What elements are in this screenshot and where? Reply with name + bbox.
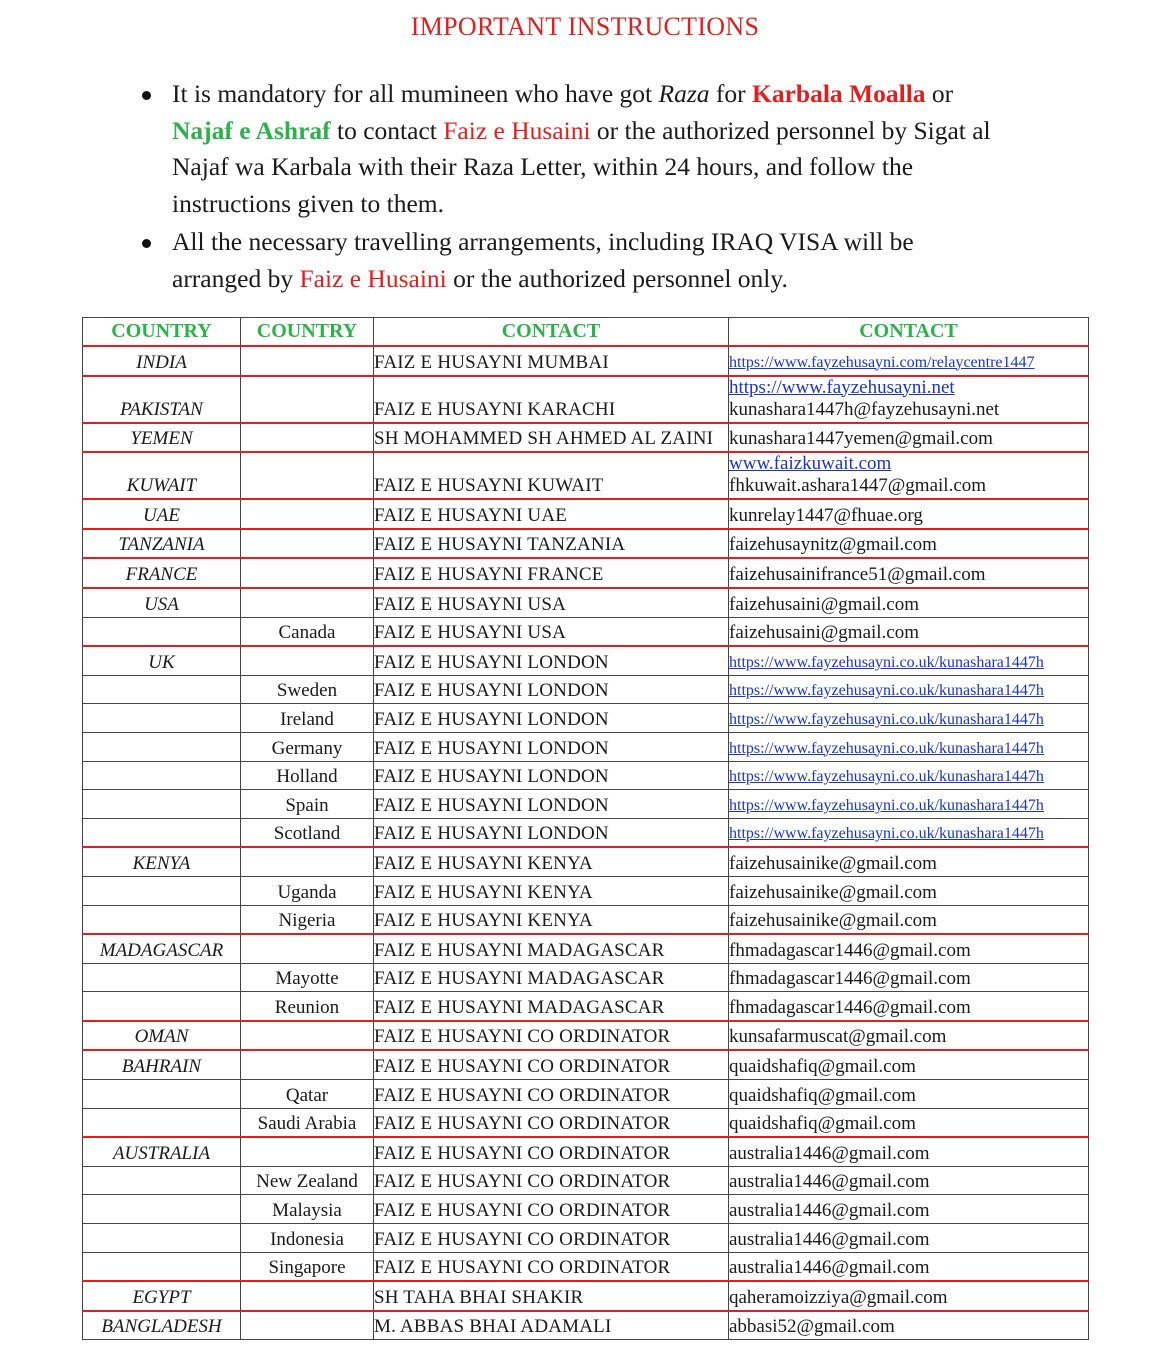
contacts-table bbox=[82, 317, 1089, 1340]
contact-name-cell: FAIZ E HUSAYNI CO ORDINATOR bbox=[374, 1080, 729, 1109]
country-cell bbox=[83, 704, 241, 733]
contact-info-cell bbox=[729, 1137, 1089, 1166]
contact-info-cell bbox=[729, 847, 1089, 876]
table-row bbox=[83, 963, 1089, 992]
sub-country-cell bbox=[241, 499, 374, 529]
country-cell bbox=[83, 1224, 241, 1253]
najaf-label: Najaf e Ashraf bbox=[172, 115, 331, 145]
contact-name-cell: FAIZ E HUSAYNI LONDON bbox=[374, 704, 729, 733]
sub-country-cell: Germany bbox=[241, 732, 374, 761]
sub-country-cell bbox=[241, 346, 374, 376]
contact-name-cell: FAIZ E HUSAYNI CO ORDINATOR bbox=[374, 1252, 729, 1281]
contact-info-cell bbox=[729, 992, 1089, 1021]
contact-name-cell: FAIZ E HUSAYNI USA bbox=[374, 617, 729, 646]
contact-info-cell bbox=[729, 423, 1089, 453]
contact-info-cell bbox=[729, 1252, 1089, 1281]
contact-info-cell bbox=[729, 1224, 1089, 1253]
email-text: fhmadagascar1446@gmail.com bbox=[729, 996, 971, 1018]
contact-name-cell: FAIZ E HUSAYNI LONDON bbox=[374, 732, 729, 761]
contact-name-cell: FAIZ E HUSAYNI CO ORDINATOR bbox=[374, 1224, 729, 1253]
website-link[interactable]: https://www.fayzehusayni.com/relaycentre1447 bbox=[729, 353, 1035, 371]
table-row bbox=[83, 558, 1089, 588]
instruction-item bbox=[138, 224, 998, 297]
contact-info-cell bbox=[729, 1195, 1089, 1224]
country-cell bbox=[83, 876, 241, 905]
country-cell: PAKISTAN bbox=[83, 376, 241, 423]
sub-country-cell bbox=[241, 1050, 374, 1079]
sub-country-cell bbox=[241, 529, 374, 559]
table-row bbox=[83, 675, 1089, 704]
contact-info-cell bbox=[729, 1108, 1089, 1137]
contact-name-cell: FAIZ E HUSAYNI MUMBAI bbox=[374, 346, 729, 376]
sub-country-cell: Qatar bbox=[241, 1080, 374, 1109]
header-sub-country: COUNTRY bbox=[241, 318, 374, 347]
table-row bbox=[83, 499, 1089, 529]
contact-info-cell bbox=[729, 558, 1089, 588]
table-row bbox=[83, 1195, 1089, 1224]
contact-info-cell bbox=[729, 617, 1089, 646]
country-cell bbox=[83, 790, 241, 819]
table-row bbox=[83, 818, 1089, 847]
table-row bbox=[83, 1080, 1089, 1109]
contact-name-cell: M. ABBAS BHAI ADAMALI bbox=[374, 1311, 729, 1340]
contact-name-cell: FAIZ E HUSAYNI LONDON bbox=[374, 761, 729, 790]
contact-name-cell: FAIZ E HUSAYNI LONDON bbox=[374, 675, 729, 704]
contact-info-cell bbox=[729, 1080, 1089, 1109]
email-text: qaheramoizziya@gmail.com bbox=[729, 1286, 948, 1308]
country-cell bbox=[83, 732, 241, 761]
sub-country-cell: Nigeria bbox=[241, 905, 374, 934]
contact-info-cell bbox=[729, 876, 1089, 905]
instruction-text: or bbox=[925, 79, 954, 108]
contact-name-cell: FAIZ E HUSAYNI USA bbox=[374, 588, 729, 617]
faiz-label: Faiz e Husaini bbox=[443, 115, 591, 145]
contact-info-cell bbox=[729, 376, 1089, 423]
website-link[interactable]: https://www.fayzehusayni.co.uk/kunashara1447h bbox=[729, 796, 1044, 814]
country-cell bbox=[83, 1080, 241, 1109]
country-cell: KENYA bbox=[83, 847, 241, 876]
table-row bbox=[83, 1224, 1089, 1253]
contact-info-cell bbox=[729, 790, 1089, 819]
table-row bbox=[83, 761, 1089, 790]
country-cell bbox=[83, 905, 241, 934]
country-cell bbox=[83, 963, 241, 992]
contact-name-cell: SH TAHA BHAI SHAKIR bbox=[374, 1281, 729, 1311]
country-cell: USA bbox=[83, 588, 241, 617]
sub-country-cell: Holland bbox=[241, 761, 374, 790]
contact-name-cell: FAIZ E HUSAYNI KENYA bbox=[374, 905, 729, 934]
website-link[interactable]: https://www.fayzehusayni.co.uk/kunashara1447h bbox=[729, 682, 1044, 700]
country-cell: BANGLADESH bbox=[83, 1311, 241, 1340]
email-text: australia1446@gmail.com bbox=[729, 1171, 930, 1193]
contact-info-cell bbox=[729, 529, 1089, 559]
country-cell: OMAN bbox=[83, 1021, 241, 1051]
contact-name-cell: FAIZ E HUSAYNI FRANCE bbox=[374, 558, 729, 588]
country-cell bbox=[83, 1252, 241, 1281]
contact-name-cell: FAIZ E HUSAYNI LONDON bbox=[374, 646, 729, 675]
table-row bbox=[83, 376, 1089, 423]
sub-country-cell: Malaysia bbox=[241, 1195, 374, 1224]
country-cell: BAHRAIN bbox=[83, 1050, 241, 1079]
bullet-icon bbox=[142, 91, 151, 100]
contact-info-cell bbox=[729, 934, 1089, 963]
email-text: australia1446@gmail.com bbox=[729, 1228, 930, 1250]
email-text: quaidshafiq@gmail.com bbox=[729, 1113, 916, 1135]
table-row bbox=[83, 905, 1089, 934]
sub-country-cell bbox=[241, 423, 374, 453]
contact-info-cell bbox=[729, 675, 1089, 704]
country-cell: EGYPT bbox=[83, 1281, 241, 1311]
sub-country-cell: Sweden bbox=[241, 675, 374, 704]
table-row bbox=[83, 876, 1089, 905]
country-cell bbox=[83, 818, 241, 847]
table-row bbox=[83, 934, 1089, 963]
email-text: faizehusaynitz@gmail.com bbox=[729, 534, 937, 556]
contact-name-cell: FAIZ E HUSAYNI CO ORDINATOR bbox=[374, 1050, 729, 1079]
email-text: kunashara1447yemen@gmail.com bbox=[729, 428, 993, 450]
email-text: kunrelay1447@fhuae.org bbox=[729, 504, 923, 526]
website-link[interactable]: https://www.fayzehusayni.co.uk/kunashara1447h bbox=[729, 825, 1044, 843]
table-row bbox=[83, 790, 1089, 819]
table-row bbox=[83, 423, 1089, 453]
country-cell: AUSTRALIA bbox=[83, 1137, 241, 1166]
sub-country-cell bbox=[241, 847, 374, 876]
sub-country-cell: Spain bbox=[241, 790, 374, 819]
contact-name-cell: FAIZ E HUSAYNI UAE bbox=[374, 499, 729, 529]
sub-country-cell: Scotland bbox=[241, 818, 374, 847]
sub-country-cell: New Zealand bbox=[241, 1166, 374, 1195]
email-text: faizehusainifrance51@gmail.com bbox=[729, 563, 986, 585]
website-link[interactable]: https://www.fayzehusayni.net bbox=[729, 376, 955, 398]
website-link[interactable]: www.faizkuwait.com bbox=[729, 453, 892, 475]
contact-name-cell: FAIZ E HUSAYNI MADAGASCAR bbox=[374, 934, 729, 963]
contact-info-cell bbox=[729, 818, 1089, 847]
table-row bbox=[83, 704, 1089, 733]
country-cell: UAE bbox=[83, 499, 241, 529]
table-row bbox=[83, 1137, 1089, 1166]
contact-name-cell: FAIZ E HUSAYNI MADAGASCAR bbox=[374, 963, 729, 992]
email-text: fhmadagascar1446@gmail.com bbox=[729, 968, 971, 990]
contact-name-cell: SH MOHAMMED SH AHMED AL ZAINI bbox=[374, 423, 729, 453]
sub-country-cell: Uganda bbox=[241, 876, 374, 905]
table-row bbox=[83, 646, 1089, 675]
sub-country-cell: Mayotte bbox=[241, 963, 374, 992]
country-cell: YEMEN bbox=[83, 423, 241, 453]
country-cell bbox=[83, 1195, 241, 1224]
country-cell: MADAGASCAR bbox=[83, 934, 241, 963]
sub-country-cell bbox=[241, 1021, 374, 1051]
email-text: quaidshafiq@gmail.com bbox=[729, 1056, 916, 1078]
email-text: fhkuwait.ashara1447@gmail.com bbox=[729, 475, 987, 497]
sub-country-cell: Reunion bbox=[241, 992, 374, 1021]
country-cell: INDIA bbox=[83, 346, 241, 376]
email-text: faizehusaini@gmail.com bbox=[729, 622, 920, 644]
table-row bbox=[83, 1050, 1089, 1079]
contact-info-cell bbox=[729, 1050, 1089, 1079]
email-text: kunashara1447h@fayzehusayni.net bbox=[729, 398, 1000, 420]
sub-country-cell bbox=[241, 1137, 374, 1166]
instruction-text: or the authorized personnel by Sigat al Najaf wa Karbala with their Raza Letter, within 24 hours, and follow the instructions given to them. bbox=[172, 115, 991, 218]
email-text: faizehusaini@gmail.com bbox=[729, 593, 920, 615]
table-row bbox=[83, 1281, 1089, 1311]
contact-info-cell bbox=[729, 732, 1089, 761]
instruction-text: All the necessary travelling arrangements, including IRAQ VISA will be arranged by bbox=[172, 227, 914, 293]
sub-country-cell bbox=[241, 558, 374, 588]
country-cell bbox=[83, 675, 241, 704]
contact-info-cell bbox=[729, 963, 1089, 992]
country-cell bbox=[83, 761, 241, 790]
table-row bbox=[83, 1311, 1089, 1340]
raza-term: Raza bbox=[658, 79, 710, 108]
email-text: australia1446@gmail.com bbox=[729, 1200, 930, 1222]
table-row bbox=[83, 346, 1089, 376]
sub-country-cell: Canada bbox=[241, 617, 374, 646]
contact-name-cell: FAIZ E HUSAYNI KARACHI bbox=[374, 376, 729, 423]
table-row bbox=[83, 992, 1089, 1021]
contact-info-cell bbox=[729, 1311, 1089, 1340]
email-text: australia1446@gmail.com bbox=[729, 1257, 930, 1279]
contact-info-cell bbox=[729, 1021, 1089, 1051]
header-contact: CONTACT bbox=[374, 318, 729, 347]
table-row bbox=[83, 588, 1089, 617]
instruction-item bbox=[138, 76, 998, 222]
contact-name-cell: FAIZ E HUSAYNI LONDON bbox=[374, 818, 729, 847]
sub-country-cell bbox=[241, 376, 374, 423]
website-link[interactable]: https://www.fayzehusayni.co.uk/kunashara1447h bbox=[729, 739, 1044, 757]
sub-country-cell: Saudi Arabia bbox=[241, 1108, 374, 1137]
bullet-icon bbox=[142, 239, 151, 248]
sub-country-cell: Ireland bbox=[241, 704, 374, 733]
contact-name-cell: FAIZ E HUSAYNI CO ORDINATOR bbox=[374, 1108, 729, 1137]
contact-info-cell bbox=[729, 761, 1089, 790]
email-text: faizehusainike@gmail.com bbox=[729, 881, 937, 903]
contact-name-cell: FAIZ E HUSAYNI CO ORDINATOR bbox=[374, 1021, 729, 1051]
contact-name-cell: FAIZ E HUSAYNI CO ORDINATOR bbox=[374, 1166, 729, 1195]
sub-country-cell bbox=[241, 588, 374, 617]
instructions-list bbox=[138, 76, 998, 299]
table-row bbox=[83, 1108, 1089, 1137]
instruction-text: for bbox=[709, 79, 752, 108]
country-cell bbox=[83, 1166, 241, 1195]
country-cell: TANZANIA bbox=[83, 529, 241, 559]
country-cell bbox=[83, 617, 241, 646]
contact-info-cell bbox=[729, 346, 1089, 376]
website-link[interactable]: https://www.fayzehusayni.co.uk/kunashara1447h bbox=[729, 710, 1044, 728]
contact-info-cell bbox=[729, 452, 1089, 499]
instruction-text: It is mandatory for all mumineen who have got bbox=[172, 79, 659, 108]
email-text: quaidshafiq@gmail.com bbox=[729, 1084, 916, 1106]
contact-info-cell bbox=[729, 905, 1089, 934]
country-cell: UK bbox=[83, 646, 241, 675]
email-text: fhmadagascar1446@gmail.com bbox=[729, 939, 971, 961]
email-text: abbasi52@gmail.com bbox=[729, 1316, 895, 1338]
contact-info-cell bbox=[729, 704, 1089, 733]
sub-country-cell bbox=[241, 646, 374, 675]
contact-name-cell: FAIZ E HUSAYNI CO ORDINATOR bbox=[374, 1195, 729, 1224]
contact-name-cell: FAIZ E HUSAYNI MADAGASCAR bbox=[374, 992, 729, 1021]
website-link[interactable]: https://www.fayzehusayni.co.uk/kunashara1447h bbox=[729, 653, 1044, 671]
sub-country-cell bbox=[241, 1311, 374, 1340]
table-row bbox=[83, 529, 1089, 559]
contact-name-cell: FAIZ E HUSAYNI CO ORDINATOR bbox=[374, 1137, 729, 1166]
email-text: faizehusainike@gmail.com bbox=[729, 852, 937, 874]
table-row bbox=[83, 1252, 1089, 1281]
country-cell bbox=[83, 992, 241, 1021]
table-body bbox=[83, 346, 1089, 1340]
sub-country-cell bbox=[241, 1281, 374, 1311]
instruction-text: to contact bbox=[330, 115, 444, 145]
contact-name-cell: FAIZ E HUSAYNI KUWAIT bbox=[374, 452, 729, 499]
table-row bbox=[83, 452, 1089, 499]
table-row bbox=[83, 732, 1089, 761]
contact-name-cell: FAIZ E HUSAYNI KENYA bbox=[374, 876, 729, 905]
contact-name-cell: FAIZ E HUSAYNI TANZANIA bbox=[374, 529, 729, 559]
country-cell: KUWAIT bbox=[83, 452, 241, 499]
email-text: faizehusainike@gmail.com bbox=[729, 910, 937, 932]
contact-info-cell bbox=[729, 1166, 1089, 1195]
contact-info-cell bbox=[729, 646, 1089, 675]
sub-country-cell: Singapore bbox=[241, 1252, 374, 1281]
contact-info-cell bbox=[729, 588, 1089, 617]
country-cell bbox=[83, 1108, 241, 1137]
contact-info-cell bbox=[729, 499, 1089, 529]
contact-name-cell: FAIZ E HUSAYNI LONDON bbox=[374, 790, 729, 819]
table-row bbox=[83, 617, 1089, 646]
table-header-row bbox=[83, 318, 1089, 347]
table-row bbox=[83, 847, 1089, 876]
sub-country-cell bbox=[241, 934, 374, 963]
header-country: COUNTRY bbox=[83, 318, 241, 347]
email-text: australia1446@gmail.com bbox=[729, 1142, 930, 1164]
page-title: IMPORTANT INSTRUCTIONS bbox=[410, 12, 760, 41]
sub-country-cell: Indonesia bbox=[241, 1224, 374, 1253]
header-contact-info: CONTACT bbox=[729, 318, 1089, 347]
instruction-text: or the authorized personnel only. bbox=[446, 263, 788, 293]
table-row bbox=[83, 1166, 1089, 1195]
table-row bbox=[83, 1021, 1089, 1051]
sub-country-cell bbox=[241, 452, 374, 499]
email-text: kunsafarmuscat@gmail.com bbox=[729, 1026, 947, 1048]
karbala-label: Karbala Moalla bbox=[752, 79, 926, 108]
faiz-label: Faiz e Husaini bbox=[299, 263, 447, 293]
country-cell: FRANCE bbox=[83, 558, 241, 588]
website-link[interactable]: https://www.fayzehusayni.co.uk/kunashara1447h bbox=[729, 768, 1044, 786]
contact-name-cell: FAIZ E HUSAYNI KENYA bbox=[374, 847, 729, 876]
contact-info-cell bbox=[729, 1281, 1089, 1311]
